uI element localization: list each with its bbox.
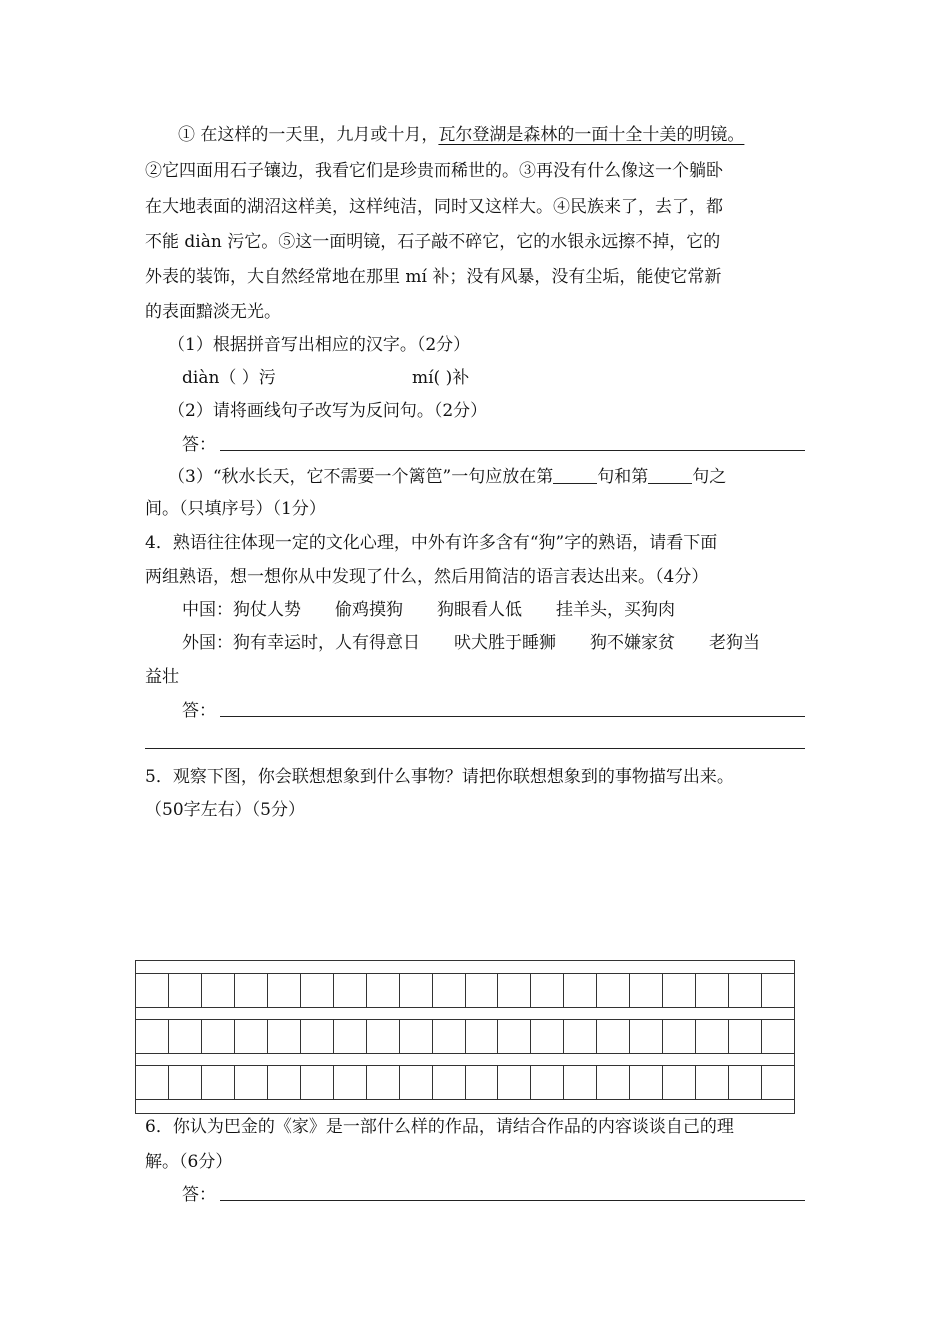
q6-line-1: 6．你认为巴金的《家》是一部什么样的作品，请结合作品的内容谈谈自己的理 bbox=[145, 1117, 734, 1137]
q4-line-1: 4．熟语往往体现一定的文化心理，中外有许多含有“狗”字的熟语，请看下面 bbox=[145, 533, 718, 553]
q3-pinyin-dian: diàn（ ）污 bbox=[182, 368, 276, 388]
grid-cell[interactable] bbox=[663, 1019, 696, 1053]
grid-cell[interactable] bbox=[597, 1019, 630, 1053]
grid-row-3[interactable] bbox=[136, 1065, 794, 1099]
grid-cell[interactable] bbox=[729, 973, 762, 1007]
grid-cell[interactable] bbox=[433, 1019, 466, 1053]
q6-answer-line[interactable] bbox=[220, 1200, 805, 1201]
grid-row-2[interactable] bbox=[136, 1019, 794, 1053]
grid-separator bbox=[136, 1099, 794, 1100]
passage-line-1-text: ① 在这样的一天里，九月或十月， bbox=[178, 125, 439, 145]
grid-cell[interactable] bbox=[169, 1019, 202, 1053]
grid-cell[interactable] bbox=[268, 973, 301, 1007]
grid-cell[interactable] bbox=[696, 1065, 729, 1099]
grid-cell[interactable] bbox=[531, 1065, 564, 1099]
q4-china-idioms: 中国：狗仗人势 偷鸡摸狗 狗眼看人低 挂羊头，买狗肉 bbox=[182, 600, 675, 620]
q4-line-2: 两组熟语，想一想你从中发现了什么，然后用简洁的语言表达出来。（4分） bbox=[145, 567, 709, 587]
grid-cell[interactable] bbox=[268, 1019, 301, 1053]
grid-cell[interactable] bbox=[466, 1065, 499, 1099]
grid-cell[interactable] bbox=[334, 1065, 367, 1099]
grid-cell[interactable] bbox=[202, 1019, 235, 1053]
grid-cell[interactable] bbox=[334, 1019, 367, 1053]
grid-cell[interactable] bbox=[498, 1019, 531, 1053]
grid-cell[interactable] bbox=[400, 1065, 433, 1099]
grid-cell[interactable] bbox=[400, 973, 433, 1007]
grid-cell[interactable] bbox=[564, 973, 597, 1007]
grid-cell[interactable] bbox=[663, 973, 696, 1007]
grid-cell[interactable] bbox=[466, 973, 499, 1007]
grid-cell[interactable] bbox=[564, 1019, 597, 1053]
writing-grid[interactable] bbox=[135, 960, 795, 1114]
q3-sub3 bbox=[168, 466, 726, 488]
grid-cell[interactable] bbox=[729, 1019, 762, 1053]
grid-separator bbox=[136, 1007, 794, 1008]
grid-cell[interactable] bbox=[169, 1065, 202, 1099]
grid-cell[interactable] bbox=[400, 1019, 433, 1053]
grid-cell[interactable] bbox=[498, 1065, 531, 1099]
q3-pinyin-mi: mí( )补 bbox=[412, 368, 470, 388]
grid-cell[interactable] bbox=[301, 1019, 334, 1053]
grid-cell[interactable] bbox=[564, 1065, 597, 1099]
grid-cell[interactable] bbox=[498, 973, 531, 1007]
underlined-sentence: 瓦尔登湖是森林的一面十全十美的明镜。 bbox=[438, 125, 745, 145]
grid-cell[interactable] bbox=[696, 973, 729, 1007]
passage-line-5: 外表的装饰，大自然经常地在那里 mí 补；没有风暴，没有尘垢，能使它常新 bbox=[145, 267, 722, 287]
q6-answer-label: 答： bbox=[182, 1185, 216, 1205]
passage-line-1 bbox=[178, 124, 744, 146]
q3-blank-1[interactable] bbox=[553, 468, 597, 484]
grid-cell[interactable] bbox=[301, 973, 334, 1007]
grid-cell[interactable] bbox=[433, 973, 466, 1007]
grid-cell[interactable] bbox=[136, 1019, 169, 1053]
grid-cell[interactable] bbox=[136, 973, 169, 1007]
q4-foreign-idioms-cont: 益壮 bbox=[145, 667, 179, 687]
grid-cell[interactable] bbox=[466, 1019, 499, 1053]
grid-cell[interactable] bbox=[268, 1065, 301, 1099]
grid-cell[interactable] bbox=[597, 973, 630, 1007]
grid-cell[interactable] bbox=[202, 1065, 235, 1099]
grid-cell[interactable] bbox=[433, 1065, 466, 1099]
q3-answer-label: 答： bbox=[182, 435, 216, 455]
q3-sub3-text-c: 句之 bbox=[692, 467, 727, 487]
q4-answer-line-2[interactable] bbox=[145, 748, 805, 749]
q3-sub3-text-a: （3）“秋水长天，它不需要一个篱笆”一句应放在第 bbox=[168, 467, 554, 487]
grid-cell[interactable] bbox=[630, 1065, 663, 1099]
passage-line-3: 在大地表面的湖沼这样美，这样纯洁，同时又这样大。④民族来了，去了，都 bbox=[145, 197, 723, 217]
grid-cell[interactable] bbox=[235, 973, 268, 1007]
grid-cell[interactable] bbox=[762, 1065, 794, 1099]
q4-foreign-idioms: 外国：狗有幸运时，人有得意日 吠犬胜于睡狮 狗不嫌家贫 老狗当 bbox=[182, 633, 760, 653]
q5-line-2: （50字左右）（5分） bbox=[145, 800, 305, 820]
grid-cell[interactable] bbox=[663, 1065, 696, 1099]
grid-cell[interactable] bbox=[729, 1065, 762, 1099]
passage-line-2: ②它四面用石子镶边，我看它们是珍贵而稀世的。③再没有什么像这一个躺卧 bbox=[145, 161, 723, 181]
grid-cell[interactable] bbox=[367, 1019, 400, 1053]
grid-row-1[interactable] bbox=[136, 973, 794, 1007]
grid-cell[interactable] bbox=[531, 1019, 564, 1053]
q3-sub2: （2）请将画线句子改写为反问句。（2分） bbox=[168, 401, 488, 421]
q4-answer-label: 答： bbox=[182, 701, 216, 721]
grid-cell[interactable] bbox=[235, 1065, 268, 1099]
q3-sub1: （1）根据拼音写出相应的汉字。（2分） bbox=[168, 335, 471, 355]
grid-cell[interactable] bbox=[136, 1065, 169, 1099]
q3-sub3-line2: 间。（只填序号）（1分） bbox=[145, 499, 326, 519]
grid-separator bbox=[136, 1053, 794, 1054]
grid-cell[interactable] bbox=[367, 973, 400, 1007]
grid-cell[interactable] bbox=[630, 1019, 663, 1053]
q6-line-2: 解。（6分） bbox=[145, 1152, 233, 1172]
q3-sub3-text-b: 句和第 bbox=[597, 467, 649, 487]
grid-cell[interactable] bbox=[762, 973, 794, 1007]
grid-cell[interactable] bbox=[301, 1065, 334, 1099]
grid-cell[interactable] bbox=[762, 1019, 794, 1053]
grid-cell[interactable] bbox=[696, 1019, 729, 1053]
grid-cell[interactable] bbox=[597, 1065, 630, 1099]
grid-cell[interactable] bbox=[202, 973, 235, 1007]
grid-cell[interactable] bbox=[169, 973, 202, 1007]
q3-answer-line[interactable] bbox=[220, 450, 805, 451]
grid-cell[interactable] bbox=[630, 973, 663, 1007]
grid-cell[interactable] bbox=[235, 1019, 268, 1053]
q5-line-1: 5．观察下图，你会联想想象到什么事物？请把你联想想象到的事物描写出来。 bbox=[145, 767, 734, 787]
grid-cell[interactable] bbox=[367, 1065, 400, 1099]
q4-answer-line-1[interactable] bbox=[220, 716, 805, 717]
q3-blank-2[interactable] bbox=[648, 468, 692, 484]
grid-cell[interactable] bbox=[334, 973, 367, 1007]
grid-cell[interactable] bbox=[531, 973, 564, 1007]
passage-line-4: 不能 diàn 污它。⑤这一面明镜，石子敲不碎它，它的水银永远擦不掉，它的 bbox=[145, 232, 721, 252]
passage-line-6: 的表面黯淡无光。 bbox=[145, 302, 281, 322]
